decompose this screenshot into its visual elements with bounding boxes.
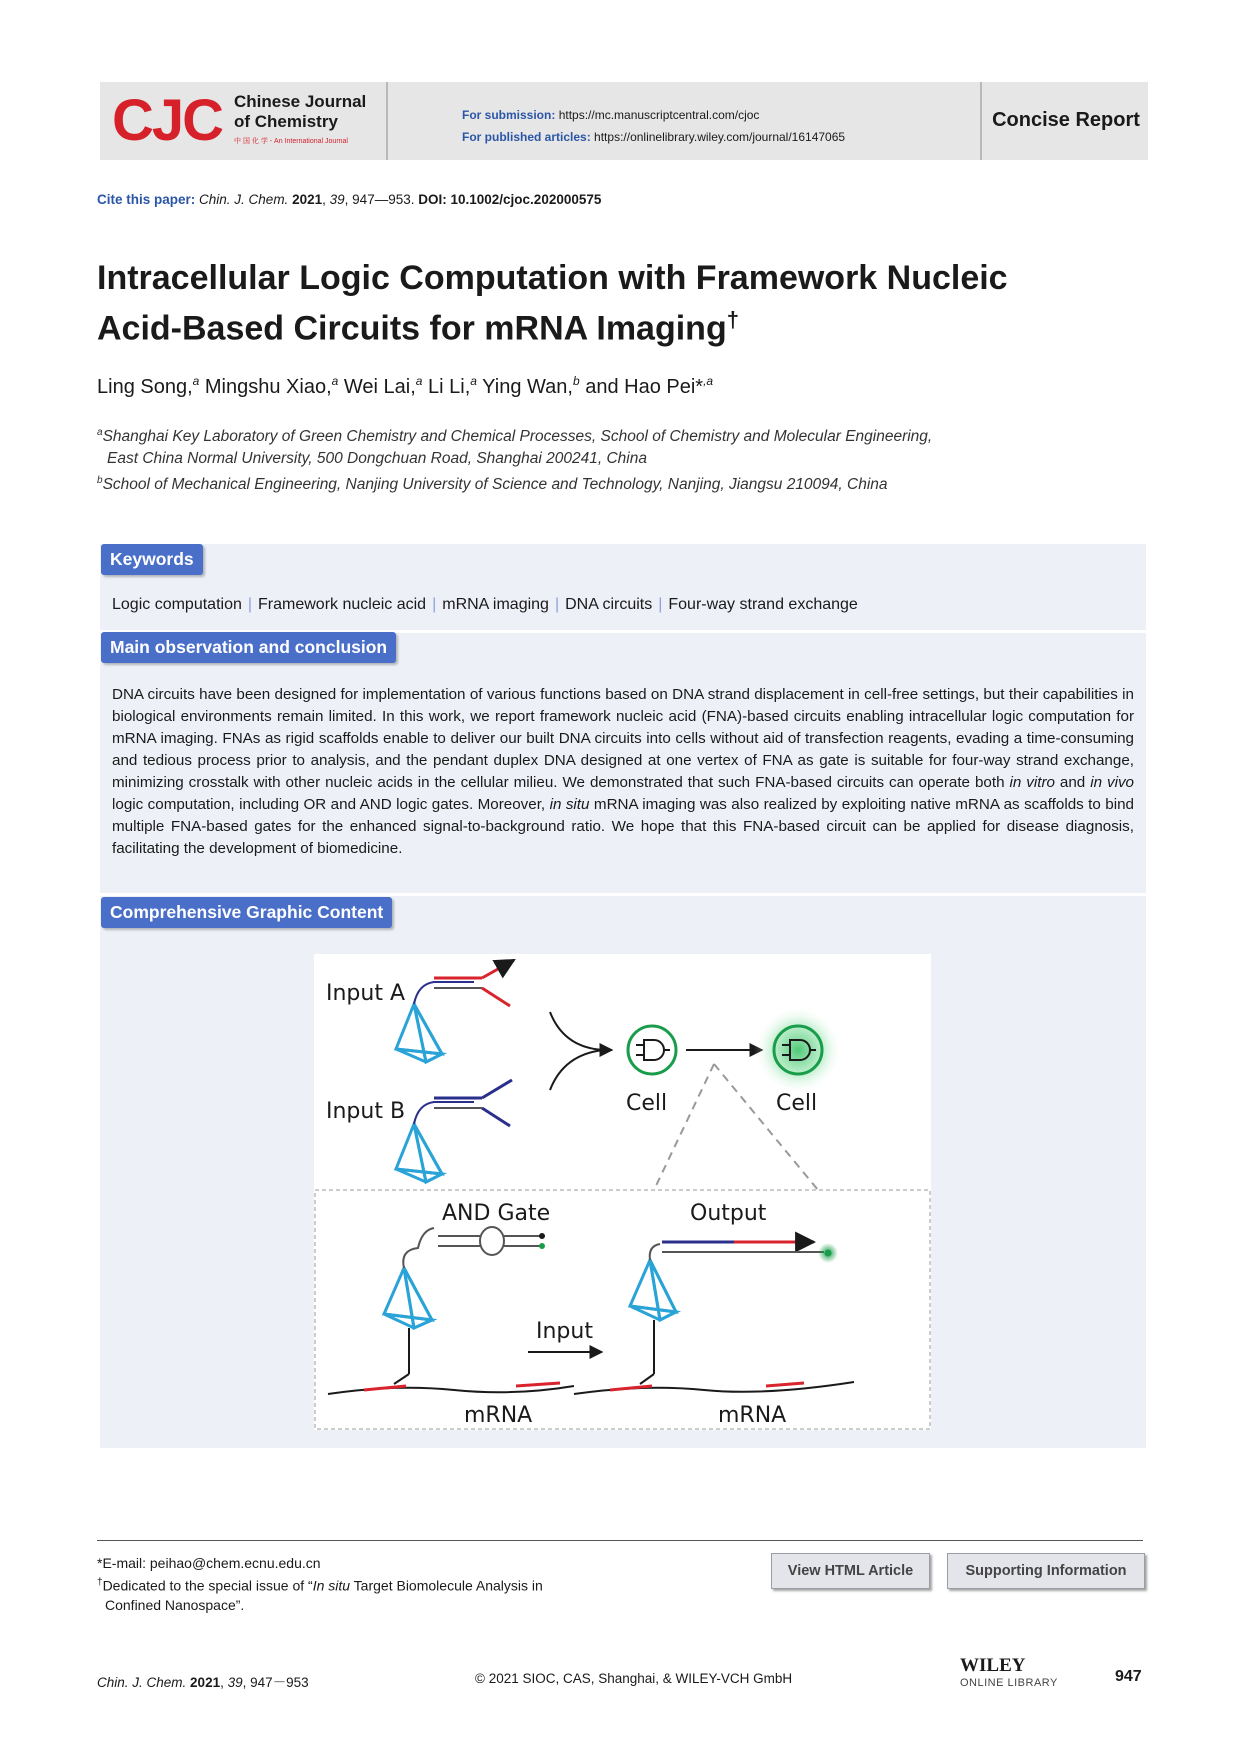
journal-header — [100, 82, 1148, 160]
zoom-line — [654, 1064, 714, 1190]
cite-year: 2021 — [292, 192, 323, 207]
wiley-logo-text: WILEY — [960, 1655, 1026, 1676]
mrna-right-label: mRNA — [718, 1403, 787, 1428]
keyword-list: Logic computation | Framework nucleic acid | mRNA imaging | DNA circuits | Four-way strand exchange — [112, 596, 858, 613]
cite-doi[interactable]: DOI: 10.1002/cjoc.202000575 — [418, 192, 602, 207]
cite-line: Cite this paper: Chin. J. Chem. 2021, 39, 947—953. DOI: 10.1002/cjoc.202000575 — [97, 192, 602, 207]
published-link[interactable]: https://onlinelibrary.wiley.com/journal/16147065 — [594, 130, 846, 144]
duplex-b — [414, 1080, 512, 1126]
corresponding-email: *E-mail: peihao@chem.ecnu.edu.cn — [97, 1555, 321, 1571]
output-label: Output — [690, 1201, 767, 1226]
tetrahedron-b — [396, 1124, 442, 1182]
keywords-heading: Keywords — [101, 544, 203, 575]
input-a-label: Input A — [326, 981, 406, 1006]
output-tetrahedron — [630, 1260, 676, 1320]
submission-link[interactable]: https://mc.manuscriptcentral.com/cjoc — [558, 108, 760, 122]
journal-links — [462, 104, 845, 148]
author: Wei Lai,$^a$ — [343, 374, 423, 398]
affiliation-b: School of Mechanical Engineering, Nanjing University of Science and Technology, Nanjing, Jiangsu 210094, China — [102, 476, 888, 494]
title-dagger: † — [726, 307, 739, 332]
graphical-abstract — [314, 954, 931, 1430]
output-glow — [754, 1006, 842, 1094]
mrna-left-label: mRNA — [464, 1403, 533, 1428]
affiliations: $^a$Shanghai Key Laboratory of Green Chemistry and Chemical Processes, School of Chemistry and Molecular Engineering, East China Normal University, 500 Dongchuan Road, Shanghai 200241, China $^b$School of Mechanical Engineering, Nanjing University of Science and Technology, Nanjing, Jiangsu 210094, China — [97, 427, 933, 494]
author-list — [97, 370, 713, 399]
keyword: Framework nucleic acid — [258, 596, 427, 613]
main-observation-heading: Main observation and conclusion — [101, 632, 396, 663]
journal-name-line2: of Chemistry — [234, 112, 338, 131]
mrna-binding-site — [516, 1383, 560, 1386]
tetrahedron-a — [396, 1004, 442, 1062]
affiliation-a-line1: Shanghai Key Laboratory of Green Chemistry and Chemical Processes, School of Chemistry and Molecular Engineering, — [102, 428, 933, 446]
abstract-panel — [100, 544, 1146, 1448]
submission-label: For submission: — [462, 108, 556, 122]
title-line1: Intracellular Logic Computation with Framework Nucleic — [97, 259, 1008, 297]
cite-journal: Chin. J. Chem. — [199, 192, 289, 207]
published-label: For published articles: — [462, 130, 591, 144]
graphic-heading: Comprehensive Graphic Content — [101, 897, 392, 928]
keyword: DNA circuits — [565, 596, 653, 613]
author: and Hao Pei*$^{,a}$ — [585, 374, 714, 398]
gate-tetrahedron — [384, 1268, 432, 1328]
journal-logo — [100, 82, 388, 160]
cite-pages: , 947—953. — [344, 192, 415, 207]
article-type: Concise Report — [992, 109, 1140, 131]
mrna-binding-site — [364, 1386, 406, 1390]
keyword: Logic computation — [112, 596, 242, 613]
panel-divider — [100, 893, 1146, 896]
footnote-rule — [97, 1540, 1143, 1541]
inset-box — [315, 1190, 930, 1429]
graphical-abstract-svg — [314, 954, 931, 1430]
title-line2: Acid-Based Circuits for mRNA Imaging — [97, 309, 727, 348]
author: Ling Song,$^a$ — [97, 374, 200, 398]
stem-line — [640, 1374, 654, 1384]
input-b-label: Input B — [326, 1099, 406, 1124]
mrna-binding-site — [610, 1386, 652, 1390]
cell-right-label: Cell — [776, 1091, 818, 1116]
cite-volume: 39 — [329, 192, 345, 207]
wiley-logo — [960, 1655, 1058, 1689]
author: Mingshu Xiao,$^a$ — [204, 374, 339, 398]
cite-label: Cite this paper: — [97, 192, 196, 207]
keyword: mRNA imaging — [442, 596, 549, 613]
author: Li Li,$^a$ — [428, 374, 477, 398]
article-type-box — [980, 82, 1150, 160]
duplex-a — [414, 960, 514, 1006]
logo-letters: CJC — [112, 88, 223, 153]
mrna-binding-site — [766, 1383, 804, 1386]
and-gate-label: AND Gate — [442, 1201, 551, 1226]
footer-citation: Chin. J. Chem. 2021, 39, 947－953 — [97, 1675, 309, 1690]
keyword: Four-way strand exchange — [668, 596, 858, 613]
output-duplex — [650, 1242, 838, 1263]
view-html-article-button[interactable]: View HTML Article — [771, 1553, 930, 1589]
wiley-logo-sub: ONLINE LIBRARY — [960, 1677, 1058, 1689]
abstract-text: DNA circuits have been designed for implementation of various functions based on DNA strand displacement in cell-free settings, but their capabilities in biological environments remain limited. In this work, we report framework nucleic acid (FNA)-based circuits enabling intracellular logic computation for mRNA imaging. FNAs as rigid scaffolds enable to deliver our built DNA circuits into cells without aid of transfection reagents, evading a time-consuming and tedious process prior to analysis, and the pendant duplex DNA designed at one vertex of FNA as gate is suitable for four-way strand exchange, minimizing crosstalk with other nucleic acids in the cellular milieu. We demonstrated that such FNA-based circuits can operate both in vitro and in vivo logic computation, including OR and AND logic gates. Moreover, in situ mRNA imaging was also realized by exploiting native mRNA as scaffolds to bind multiple FNA-based gates for the enhanced signal-to-background ratio. We hope that this FNA-based circuit can be applied for disease diagnosis, facilitating the development of biomedicine. — [112, 686, 1134, 857]
page-number: 947 — [1115, 1668, 1142, 1685]
supporting-information-button[interactable]: Supporting Information — [947, 1553, 1145, 1589]
article-title — [97, 258, 1097, 349]
journal-name-line1: Chinese Journal — [234, 92, 367, 111]
input-label: Input — [536, 1319, 593, 1344]
author: Ying Wan,$^b$ — [482, 374, 580, 398]
footer-copyright: © 2021 SIOC, CAS, Shanghai, & WILEY-VCH GmbH — [475, 1671, 793, 1686]
merge-lines — [550, 1012, 604, 1090]
cell-left-label: Cell — [626, 1091, 668, 1116]
gate-duplex — [403, 1227, 545, 1268]
affiliation-a-line2: East China Normal University, 500 Dongchuan Road, Shanghai 200241, China — [107, 450, 647, 468]
footnotes: *E-mail: peihao@chem.ecnu.edu.cn †Dedicated to the special issue of “In situ Target Biomolecule Analysis in Confined Nanospace”. — [97, 1555, 543, 1613]
journal-subtitle: 中 国 化 学 - An International Journal — [234, 138, 348, 145]
stem-line — [394, 1374, 409, 1384]
